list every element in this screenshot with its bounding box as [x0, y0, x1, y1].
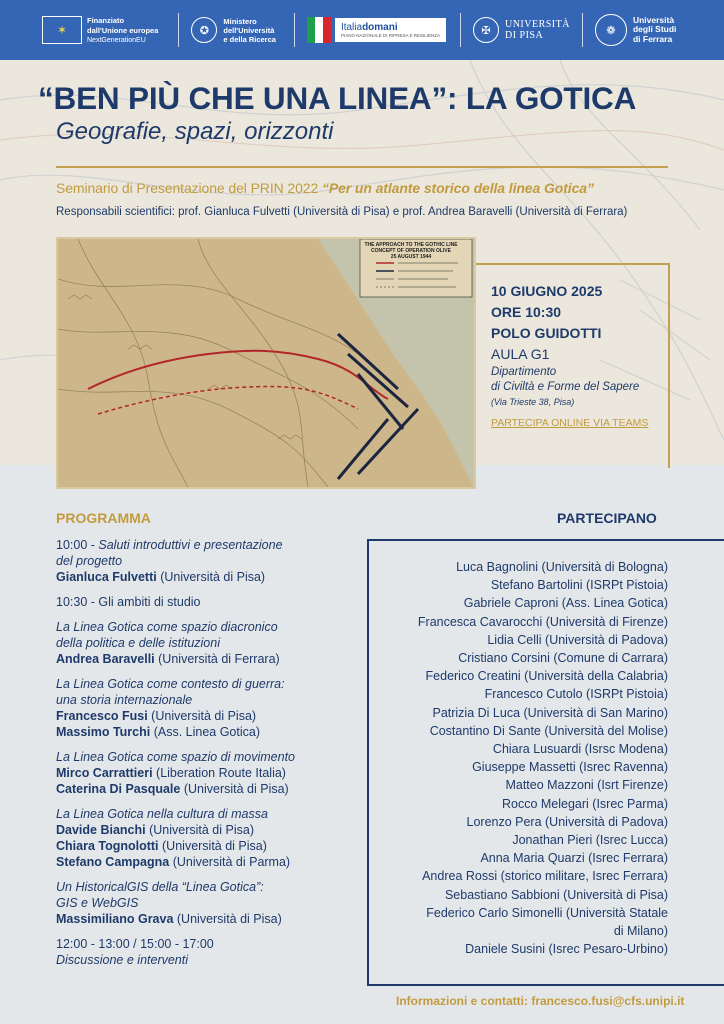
participant-item: Giuseppe Massetti (Isrec Ravenna) [472, 760, 668, 775]
participant-item: Costantino Di Sante (Università del Molise) [429, 723, 668, 738]
pisa-seal-icon: ✠ [473, 17, 499, 43]
speaker-name: Andrea Baravelli [56, 652, 155, 666]
program-list [56, 537, 346, 977]
map-subtitle: CONCEPT OF OPERATION OLIVE [371, 248, 451, 254]
participant-item: Francesco Cutolo (ISRPt Pistoia) [484, 687, 668, 702]
session-time: 12:00 - 13:00 / 15:00 - 17:00 [56, 937, 214, 951]
speaker-name: Davide Bianchi [56, 823, 146, 837]
participant-item: Francesca Cavarocchi (Università di Firenze) [417, 614, 668, 629]
speaker-affiliation: (Università di Pisa) [180, 782, 289, 796]
session-desc: GIS e WebGIS [56, 896, 139, 910]
event-department-1: Dipartimento [491, 366, 557, 378]
ministry-line2: dell'Università [223, 25, 275, 35]
session-desc: La Linea Gotica come spazio di movimento [56, 750, 296, 764]
participants-list [370, 558, 668, 958]
program-session [56, 676, 346, 740]
event-venue: POLO GUIDOTTI [491, 325, 602, 341]
ferrara-line1: Università [632, 14, 675, 25]
participant-item: Luca Bagnolini (Università di Bologna) [456, 560, 668, 574]
event-room: AULA G1 [491, 346, 550, 362]
italian-flag-icon [307, 17, 331, 43]
participant-item: Lidia Celli (Università di Padova) [487, 632, 668, 647]
speaker-affiliation: (Università di Pisa) [173, 912, 282, 926]
speaker-affiliation: (Università di Pisa) [147, 709, 257, 723]
session-title: 10:30 - Gli ambiti di studio [56, 595, 201, 609]
ferrara-line3: di Ferrara [632, 33, 673, 44]
seminar-prefix: Seminario di Presentazione del PRIN 2022 [56, 180, 322, 196]
program-session [56, 619, 346, 667]
event-department-2: di Civiltà e Forme del Sapere [491, 381, 640, 393]
participant-item: Rocco Melegari (Isrec Parma) [501, 796, 668, 811]
speaker-affiliation: (Liberation Route Italia) [152, 766, 286, 780]
teams-online-link[interactable]: PARTECIPA ONLINE VIA TEAMS [491, 417, 649, 429]
session-desc: La Linea Gotica come contesto di guerra: [56, 677, 285, 691]
session-time: 10:00 [56, 538, 88, 552]
session-desc: La Linea Gotica nella cultura di massa [56, 807, 268, 821]
italiadomani-name-a: Italia [340, 22, 363, 33]
participants-heading: PARTECIPANO [557, 510, 657, 526]
speaker-name: Francesco Fusi [56, 709, 148, 723]
participant-item: Federico Creatini (Università della Calabria) [425, 669, 668, 684]
session-desc: una storia internazionale [56, 693, 193, 707]
map-date: 25 AUGUST 1944 [390, 254, 432, 260]
program-session [56, 936, 346, 968]
ministry-seal-icon: ✪ [191, 17, 217, 43]
speaker-name: Massimiliano Grava [56, 912, 174, 926]
event-address: (Via Trieste 38, Pisa) [491, 397, 575, 407]
eu-line1: Finanziato [87, 15, 125, 25]
historical-map-image [56, 237, 476, 489]
speaker-name: Caterina Di Pasquale [56, 782, 181, 796]
session-desc: Un HistoricalGIS della “Linea Gotica”: [56, 880, 264, 894]
event-time: ORE 10:30 [491, 304, 562, 320]
session-desc: Discussione e interventi [56, 953, 189, 967]
responsabili-line: Responsabili scientifici: prof. Gianluca Fulvetti (Università di Pisa) e prof. Andrea Baravelli (Università di Ferrara) [56, 206, 628, 218]
italiadomani-name-b: domani [362, 22, 398, 33]
ferrara-logo [595, 0, 676, 60]
event-info [491, 281, 671, 429]
participant-item: Andrea Rossi (storico militare, Isrec Ferrara) [422, 869, 668, 884]
program-session [56, 879, 346, 927]
map-legend-title [361, 242, 461, 260]
speaker-affiliation: (Università di Ferrara) [154, 652, 280, 666]
participant-item: Daniele Susini (Isrec Pesaro-Urbino) [465, 942, 668, 957]
program-session [56, 806, 346, 870]
speaker-affiliation: (Università di Pisa) [158, 839, 267, 853]
logo-bar [0, 0, 724, 60]
seminar-line [56, 180, 594, 196]
italiadomani-logo [307, 0, 446, 60]
session-desc: del progetto [56, 554, 123, 568]
participant-item: Anna Maria Quarzi (Isrec Ferrara) [480, 851, 668, 866]
speaker-name: Stefano Campagna [56, 855, 170, 869]
program-session [56, 749, 346, 797]
map-title: THE APPROACH TO THE GOTHIC LINE [364, 242, 458, 248]
participant-item: Sebastiano Sabbioni (Università di Pisa) [444, 887, 668, 902]
participant-item: Federico Carlo Simonelli (Università Statale [426, 905, 668, 920]
program-heading: PROGRAMMA [56, 510, 151, 526]
divider [56, 166, 668, 168]
ferrara-line2: degli Studi [632, 24, 677, 35]
participant-item: Gabriele Caproni (Ass. Linea Gotica) [463, 596, 668, 611]
speaker-affiliation: (Università di Pisa) [156, 570, 266, 584]
speaker-affiliation: (Università di Pisa) [145, 823, 254, 837]
participant-item: Chiara Lusuardi (Isrsc Modena) [492, 742, 668, 757]
ministry-line3: e della Ricerca [223, 34, 276, 44]
participant-item: Lorenzo Pera (Università di Padova) [466, 814, 668, 829]
participant-item: Cristiano Corsini (Comune di Carrara) [458, 651, 668, 666]
seminar-project: “Per un atlante storico della linea Gotica” [321, 180, 594, 196]
program-session [56, 537, 346, 585]
eu-flag-icon: ✶ [42, 16, 82, 44]
session-desc: Saluti introduttivi e presentazione [98, 538, 283, 552]
poster-title: “BEN PIÙ CHE UNA LINEA”: LA GOTICA [38, 80, 637, 116]
speaker-affiliation: (Università di Parma) [169, 855, 291, 869]
participant-item: Matteo Mazzoni (Isrt Firenze) [505, 778, 668, 793]
session-sep: - [87, 538, 99, 552]
pisa-line1: UNIVERSITÀ [504, 19, 570, 30]
pisa-line2: DI PISA [504, 30, 544, 41]
session-desc: della politica e delle istituzioni [56, 636, 220, 650]
eu-logo [0, 0, 158, 60]
speaker-name: Chiara Tognolotti [56, 839, 159, 853]
event-date: 10 GIUGNO 2025 [491, 283, 603, 299]
italiadomani-tagline: PIANO NAZIONALE DI RIPRESA E RESILIENZA [340, 33, 440, 38]
ministry-line1: Ministero [223, 16, 257, 26]
eu-line3: NextGenerationEU [87, 36, 146, 44]
program-session [56, 594, 346, 610]
speaker-name: Massimo Turchi [56, 725, 151, 739]
pisa-logo [473, 0, 570, 60]
poster-subtitle: Geografie, spazi, orizzonti [56, 118, 334, 145]
ministry-logo [191, 0, 276, 60]
ferrara-seal-icon: ❁ [595, 14, 627, 46]
participant-item: Jonathan Pieri (Isrec Lucca) [512, 833, 668, 848]
speaker-name: Mirco Carrattieri [56, 766, 153, 780]
participant-item: di Milano) [613, 924, 668, 939]
speaker-name: Gianluca Fulvetti [56, 570, 157, 584]
contact-footer[interactable]: Informazioni e contatti: francesco.fusi@cfs.unipi.it [396, 994, 685, 1008]
eu-line2: dall'Unione europea [87, 25, 159, 35]
session-desc: La Linea Gotica come spazio diacronico [56, 620, 278, 634]
speaker-affiliation: (Ass. Linea Gotica) [150, 725, 260, 739]
participant-item: Patrizia Di Luca (Università di San Marino) [432, 705, 668, 720]
participant-item: Stefano Bartolini (ISRPt Pistoia) [490, 578, 668, 593]
